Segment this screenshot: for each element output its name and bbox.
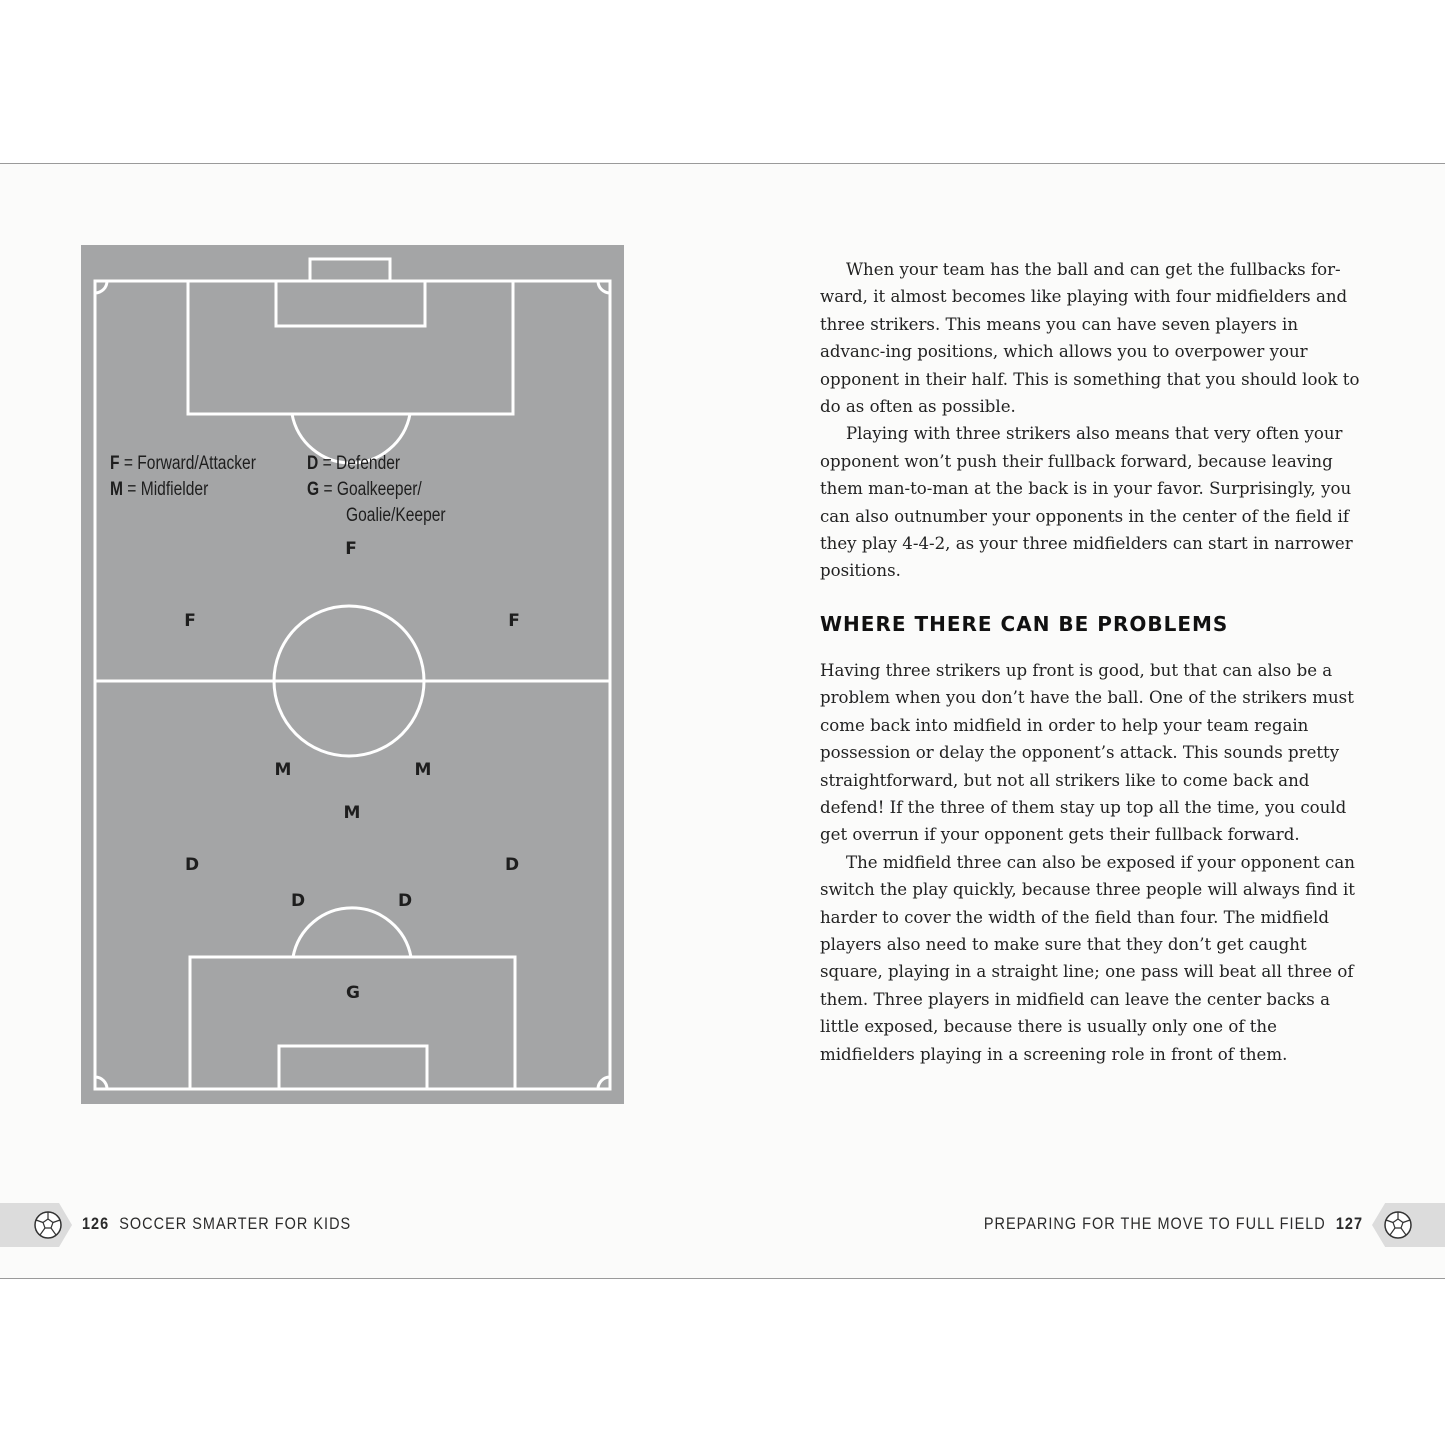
legend-forward: F = Forward/Attacker [110, 453, 256, 474]
footer-right-folio [984, 1214, 1363, 1234]
position-defender-right-wide: D [504, 855, 520, 875]
legend-midfielder: M = Midfielder [110, 479, 209, 500]
soccer-ball-icon [1383, 1210, 1413, 1240]
position-defender-left-center: D [290, 891, 306, 911]
position-forward-left: F [184, 611, 196, 631]
body-text [820, 256, 1365, 1068]
legend-goalkeeper: G = Goalkeeper/ [307, 479, 422, 500]
legend-defender: D = Defender [307, 453, 401, 474]
paragraph-2: Playing with three strikers also means that very often your opponent won’t push their fullback forward, because leaving them man-to-man at the back is in your favor. Surprisingly, you can also outnumber your opponents in the center of the field if they play 4-4-2, as your three midfielders can start in narrower positions. [820, 424, 1353, 581]
left-page-number: 126 [82, 1214, 110, 1233]
position-forward-center: F [345, 539, 357, 559]
soccer-field-diagram [81, 245, 624, 1104]
field-background [81, 245, 624, 1104]
section-heading: WHERE THERE CAN BE PROBLEMS [820, 611, 1229, 636]
paragraph-3: Having three strikers up front is good, but that can also be a problem when you don’t have the ball. One of the strikers must come back into midfield in order to help your team regain possession or delay the opponent’s attack. This sounds pretty straightforward, but not all strikers like to come back and defend! If the three of them stay up top all the time, you could get overrun if your opponent gets their fullback forward. [820, 660, 1354, 845]
position-defender-right-center: D [397, 891, 413, 911]
right-page-number: 127 [1335, 1214, 1363, 1233]
legend-goalkeeper-cont: Goalie/Keeper [346, 505, 446, 526]
left-running-title: SOCCER SMARTER FOR KIDS [119, 1214, 352, 1233]
soccer-ball-icon [33, 1210, 63, 1240]
position-forward-right: F [508, 611, 520, 631]
footer-left-folio [82, 1214, 351, 1234]
paragraph-1: When your team has the ball and can get the fullbacks for-ward, it almost becomes like playing with four midfielders and three strikers. This means you can have seven players in advanc-ing positions, which allows you to overpower your opponent in their half. This is something that you should look to do as often as possible. [820, 260, 1360, 417]
position-defender-left-wide: D [184, 855, 200, 875]
position-goalkeeper: G [346, 983, 360, 1003]
position-midfielder-left: M [274, 760, 292, 780]
position-midfielder-right: M [414, 760, 432, 780]
paragraph-4: The midfield three can also be exposed if your opponent can switch the play quickly, because three people will always find it harder to cover the width of the field than four. The midfield players also need to make sure that they don’t get caught square, playing in a straight line; one pass will beat all three of them. Three players in midfield can leave the center backs a little exposed, because there is usually only one of the midfielders playing in a screening role in front of them. [820, 852, 1355, 1064]
right-running-title: PREPARING FOR THE MOVE TO FULL FIELD [983, 1214, 1326, 1233]
position-midfielder-center: M [343, 803, 361, 823]
